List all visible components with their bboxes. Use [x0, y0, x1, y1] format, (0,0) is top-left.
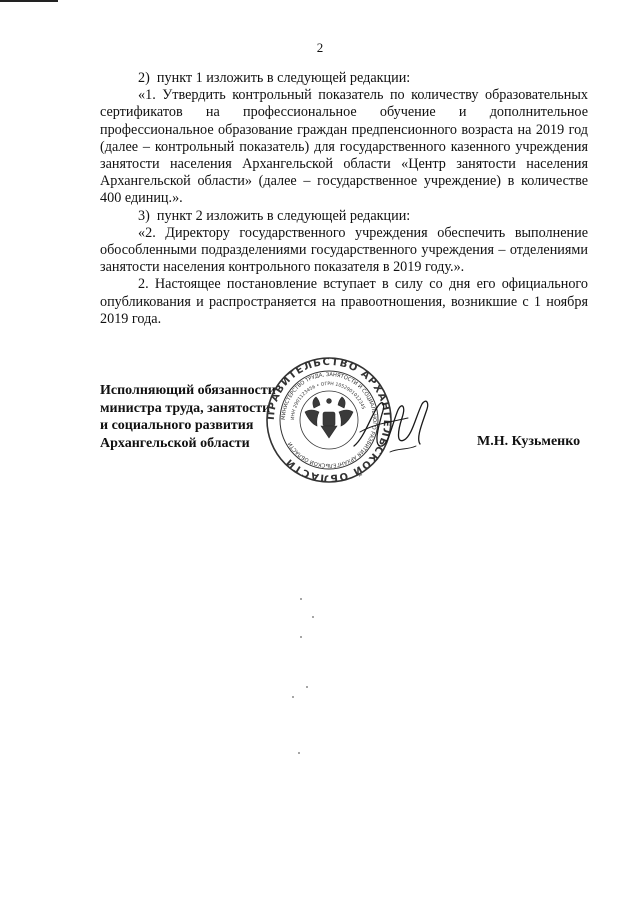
paragraph-item-2-text: «2. Директору государственного учреждения обеспечить выполнение обособленными подразделениями государственного учреждения – отделениями занятости населения контрольного показателя в 2019 году.». [100, 224, 588, 276]
paragraph-item-1-text: «1. Утвердить контрольный показатель по количеству образовательных сертификатов на профессиональное обучение и дополнительное профессиональное образование граждан предпенсионного возраста на 2019 год (далее – контрольный показатель) для государственного казенного учреждения занятости населения Архангельской области «Центр занятости населения Архангельской области» (далее – государственное учреждение) в количестве 400 единиц.». [100, 87, 588, 207]
scan-speck [298, 752, 300, 754]
signatory-line-2: министра труда, занятости [100, 400, 271, 416]
scan-speck [300, 598, 302, 600]
paragraph-item-3: 3) пункт 2 изложить в следующей редакции: [138, 207, 411, 224]
signatory-line-1: Исполняющий обязанности [100, 383, 276, 398]
corner-mark [0, 0, 58, 2]
seal-codes-text: ИНН 2901123456 • ОГРН 1052901012345 [290, 381, 366, 421]
paragraph-item-2: 2) пункт 1 изложить в следующей редакции: [138, 70, 411, 86]
double-headed-eagle-icon [305, 397, 353, 438]
scan-speck [292, 696, 294, 698]
scan-speck [300, 636, 302, 638]
signatory-line-4: Архангельской области [100, 435, 250, 451]
seal-outer-text: ПРАВИТЕЛЬСТВО АРХАНГЕЛЬСКОЙ ОБЛАСТИ [265, 356, 393, 484]
signatory-block [100, 382, 276, 452]
signatory-line-3: и социального развития [100, 418, 254, 434]
handwritten-signature [350, 388, 434, 460]
paragraph-effective-date: 2. Настоящее постановление вступает в силу со дня его официального опубликования и распространяется на правоотношения, возникшие с 1 ноября 2019 года. [100, 276, 588, 327]
scan-speck [312, 616, 314, 618]
document-body [100, 70, 588, 328]
page-number: 2 [316, 40, 324, 55]
signatory-name: М.Н. Кузьменко [477, 434, 581, 449]
scan-speck [306, 686, 308, 688]
seal-inner-text: МИНИСТЕРСТВО ТРУДА, ЗАНЯТОСТИ И СОЦИАЛЬНОГО РАЗВИТИЯ АРХАНГЕЛЬСКОЙ ОБЛАСТИ [280, 371, 378, 469]
